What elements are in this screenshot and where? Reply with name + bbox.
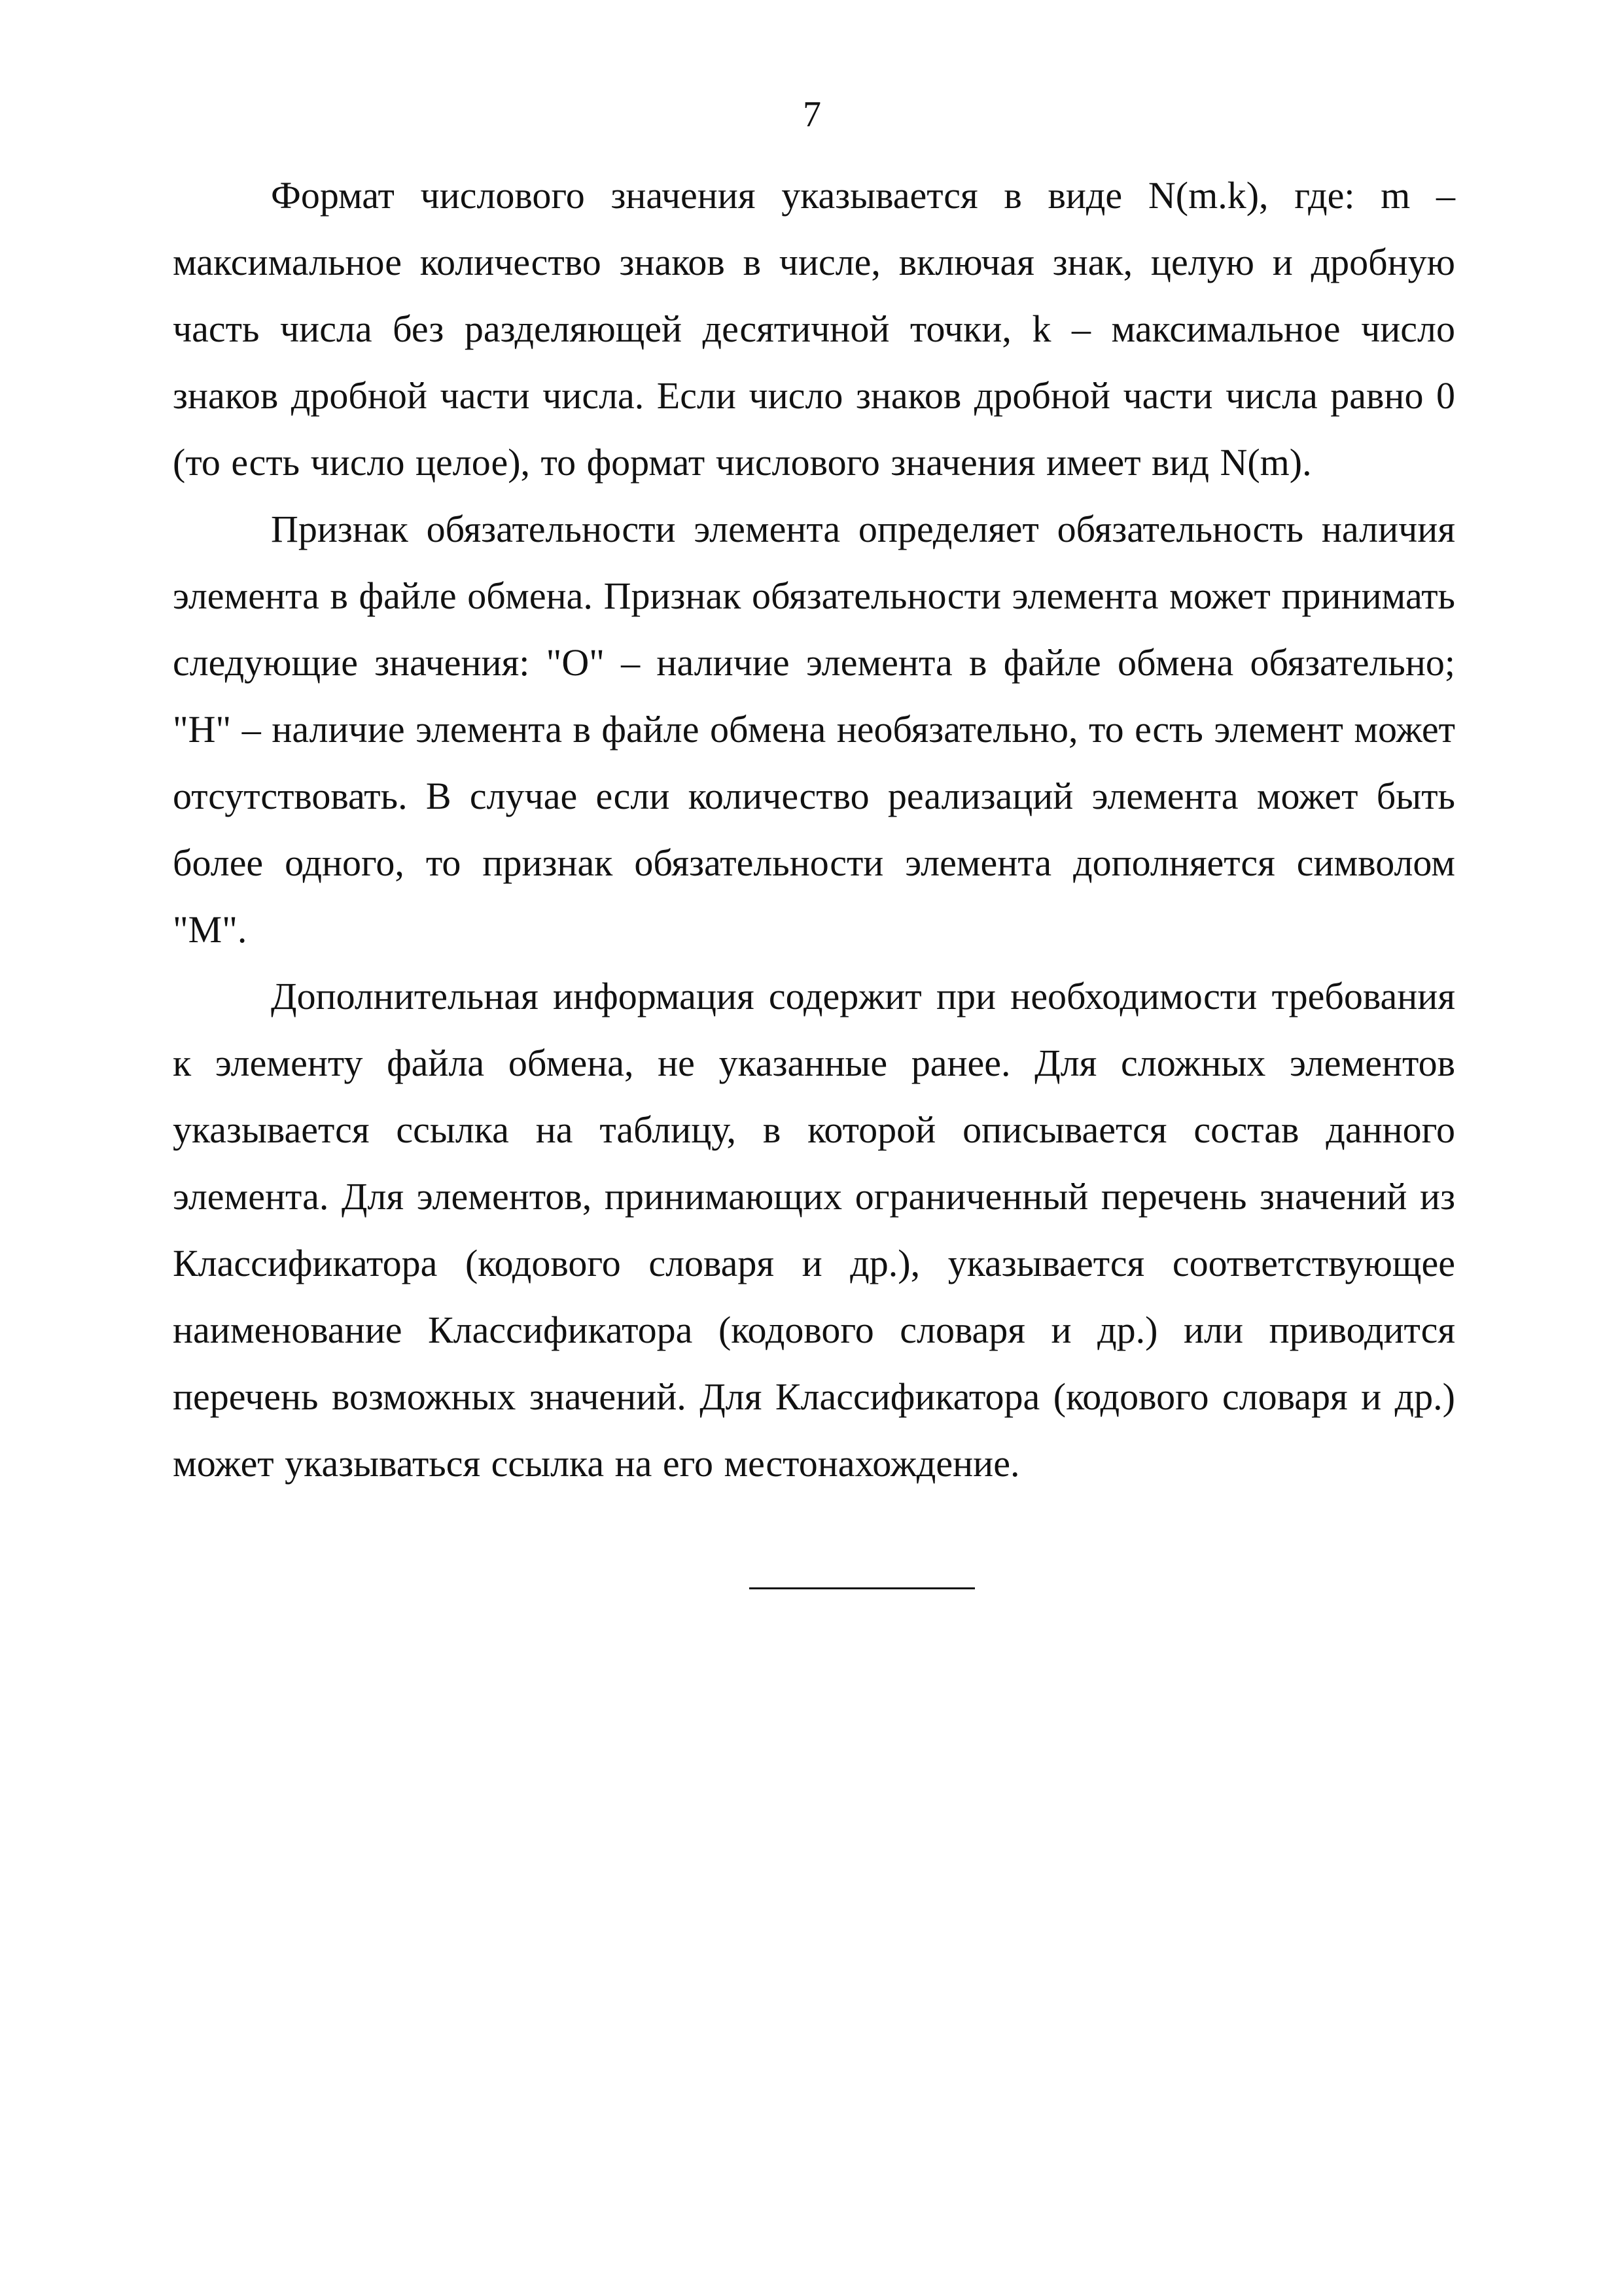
document-body <box>173 162 1455 1497</box>
end-of-text-rule <box>749 1587 975 1589</box>
paragraph-number-format: Формат числового значения указывается в виде N(m.k), где: m – максимальное количество знаков в числе, включая знак, целую и дробную часть числа без разделяющей десятичной точки, k – максимальное число знаков дробной части числа. Если число знаков дробной части числа равно 0 (то есть число целое), то формат числового значения имеет вид N(m). <box>173 174 1455 484</box>
paragraph-mandatory-flag: Признак обязательности элемента определяет обязательность наличия элемента в файле обмена. Признак обязательности элемента может принимать следующие значения: "О" – наличие элемента в файле обмена обязательно; "Н" – наличие элемента в файле обмена необязательно, то есть элемент может отсутствовать. В случае если количество реализаций элемента может быть более одного, то признак обязательности элемента дополняется символом "М". <box>173 508 1455 951</box>
page-number: 7 <box>803 94 821 135</box>
paragraph-additional-info: Дополнительная информация содержит при необходимости требования к элементу файла обмена, не указанные ранее. Для сложных элементов указывается ссылка на таблицу, в которой описывается состав данного элемента. Для элементов, принимающих ограниченный перечень значений из Классификатора (кодового словаря и др.), указывается соответствующее наименование Классификатора (кодового словаря и др.) или приводится перечень возможных значений. Для Классификатора (кодового словаря и др.) может указываться ссылка на его местонахождение. <box>173 975 1455 1485</box>
